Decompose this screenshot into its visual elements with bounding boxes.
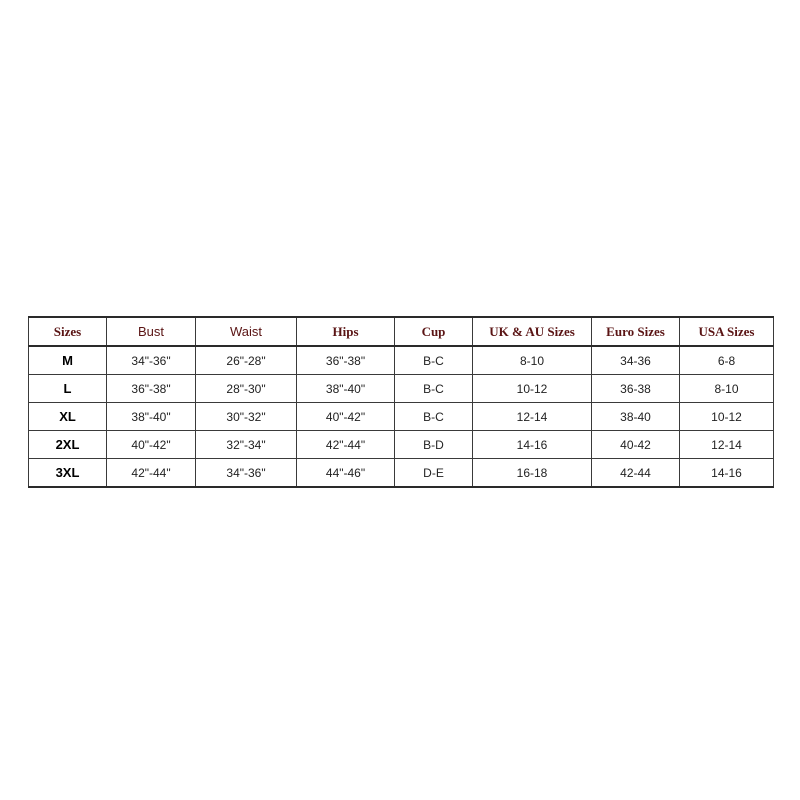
hips-cell: 44"-46" bbox=[297, 459, 395, 488]
header-sizes: Sizes bbox=[29, 317, 107, 346]
euro-cell: 42-44 bbox=[592, 459, 680, 488]
cup-cell: B-C bbox=[395, 346, 473, 375]
size-label: 2XL bbox=[29, 431, 107, 459]
usa-cell: 6-8 bbox=[680, 346, 774, 375]
usa-cell: 8-10 bbox=[680, 375, 774, 403]
size-label: M bbox=[29, 346, 107, 375]
bust-cell: 34"-36" bbox=[107, 346, 196, 375]
cup-cell: B-C bbox=[395, 375, 473, 403]
hips-cell: 36"-38" bbox=[297, 346, 395, 375]
waist-cell: 34"-36" bbox=[196, 459, 297, 488]
euro-cell: 34-36 bbox=[592, 346, 680, 375]
header-usa-sizes: USA Sizes bbox=[680, 317, 774, 346]
waist-cell: 28"-30" bbox=[196, 375, 297, 403]
bust-cell: 42"-44" bbox=[107, 459, 196, 488]
uk-au-cell: 12-14 bbox=[473, 403, 592, 431]
bust-cell: 38"-40" bbox=[107, 403, 196, 431]
usa-cell: 14-16 bbox=[680, 459, 774, 488]
bust-cell: 40"-42" bbox=[107, 431, 196, 459]
waist-cell: 30"-32" bbox=[196, 403, 297, 431]
hips-cell: 40"-42" bbox=[297, 403, 395, 431]
table-row bbox=[29, 403, 774, 431]
size-label: L bbox=[29, 375, 107, 403]
header-waist: Waist bbox=[196, 317, 297, 346]
cup-cell: B-C bbox=[395, 403, 473, 431]
header-euro-sizes: Euro Sizes bbox=[592, 317, 680, 346]
uk-au-cell: 14-16 bbox=[473, 431, 592, 459]
euro-cell: 40-42 bbox=[592, 431, 680, 459]
usa-cell: 10-12 bbox=[680, 403, 774, 431]
euro-cell: 36-38 bbox=[592, 375, 680, 403]
hips-cell: 42"-44" bbox=[297, 431, 395, 459]
header-bust: Bust bbox=[107, 317, 196, 346]
table-row bbox=[29, 375, 774, 403]
bust-cell: 36"-38" bbox=[107, 375, 196, 403]
waist-cell: 32"-34" bbox=[196, 431, 297, 459]
size-label: 3XL bbox=[29, 459, 107, 488]
euro-cell: 38-40 bbox=[592, 403, 680, 431]
uk-au-cell: 16-18 bbox=[473, 459, 592, 488]
size-chart-table bbox=[28, 316, 774, 488]
table-row bbox=[29, 431, 774, 459]
uk-au-cell: 8-10 bbox=[473, 346, 592, 375]
cup-cell: B-D bbox=[395, 431, 473, 459]
table-row bbox=[29, 346, 774, 375]
header-hips: Hips bbox=[297, 317, 395, 346]
cup-cell: D-E bbox=[395, 459, 473, 488]
uk-au-cell: 10-12 bbox=[473, 375, 592, 403]
hips-cell: 38"-40" bbox=[297, 375, 395, 403]
size-label: XL bbox=[29, 403, 107, 431]
usa-cell: 12-14 bbox=[680, 431, 774, 459]
table-row bbox=[29, 459, 774, 488]
header-cup: Cup bbox=[395, 317, 473, 346]
table-header-row bbox=[29, 317, 774, 346]
waist-cell: 26"-28" bbox=[196, 346, 297, 375]
header-uk-au-sizes: UK & AU Sizes bbox=[473, 317, 592, 346]
